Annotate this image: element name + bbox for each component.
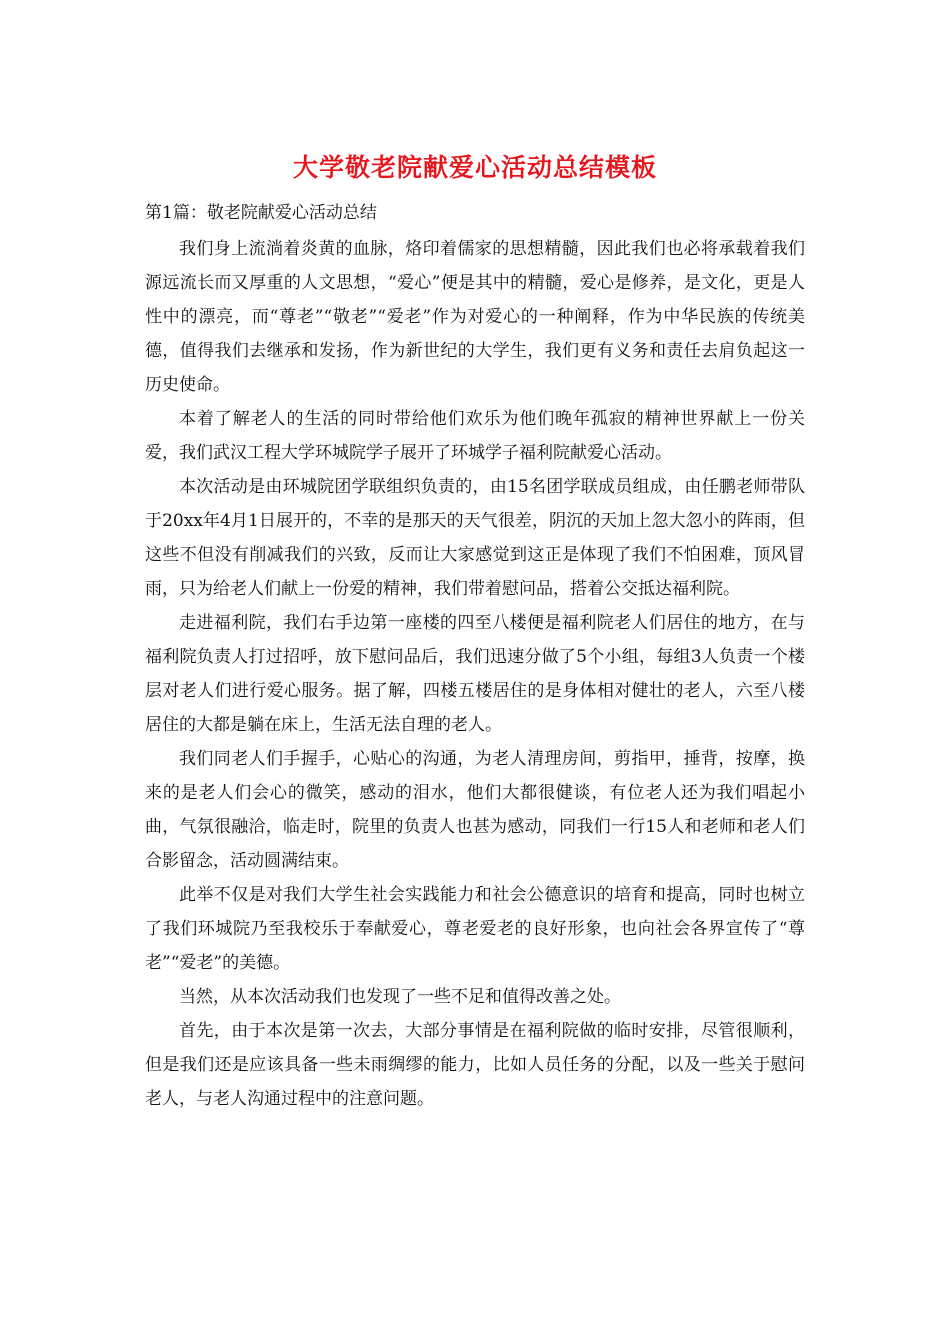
paragraph-4: 走进福利院，我们右手边第一座楼的四至八楼便是福利院老人们居住的地方，在与福利院负责人打过招呼，放下慰问品后，我们迅速分做了5个小组，每组3人负责一个楼层对老人们进行爱心服务。据了解，四楼五楼居住的是身体相对健壮的老人，六至八楼居住的大都是躺在床上，生活无法自理的老人。 bbox=[145, 613, 805, 735]
document-body bbox=[145, 232, 805, 1116]
paragraph-7: 当然，从本次活动我们也发现了一些不足和值得改善之处。 bbox=[179, 987, 621, 1007]
paragraph-5: 我们同老人们手握手，心贴心的沟通，为老人清理房间，剪指甲，捶背，按摩，换来的是老人们会心的微笑，感动的泪水，他们大都很健谈，有位老人还为我们唱起小曲，气氛很融洽，临走时，院里的负责人也甚为感动，同我们一行15人和老师和老人们合影留念，活动圆满结束。 bbox=[145, 749, 805, 871]
paragraph-2: 本着了解老人的生活的同时带给他们欢乐为他们晚年孤寂的精神世界献上一份关爱，我们武汉工程大学环城院学子展开了环城学子福利院献爱心活动。 bbox=[145, 409, 805, 463]
paragraph-6: 此举不仅是对我们大学生社会实践能力和社会公德意识的培育和提高，同时也树立了我们环城院乃至我校乐于奉献爱心，尊老爱老的良好形象，也向社会各界宣传了“尊老”“爱老”的美德。 bbox=[145, 885, 805, 973]
paragraph-8: 首先，由于本次是第一次去，大部分事情是在福利院做的临时安排，尽管很顺利，但是我们还是应该具备一些未雨绸缪的能力，比如人员任务的分配，以及一些关于慰问老人，与老人沟通过程中的注意问题。 bbox=[145, 1021, 805, 1109]
section-heading: 第1篇：敬老院献爱心活动总结 bbox=[145, 203, 377, 223]
paragraph-3: 本次活动是由环城院团学联组织负责的，由15名团学联成员组成，由任鹏老师带队于20xx年4月1日展开的，不幸的是那天的天气很差，阴沉的天加上忽大忽小的阵雨，但这些不但没有削减我们的兴致，反而让大家感觉到这正是体现了我们不怕困难，顶风冒雨，只为给老人们献上一份爱的精神，我们带着慰问品，搭着公交抵达福利院。 bbox=[145, 477, 805, 599]
document-title: 大学敬老院献爱心活动总结模板 bbox=[292, 153, 657, 182]
paragraph-1: 我们身上流淌着炎黄的血脉，烙印着儒家的思想精髓，因此我们也必将承载着我们源远流长而又厚重的人文思想，“爱心”便是其中的精髓，爱心是修养，是文化，更是人性中的漂亮，而“尊老”“敬老”“爱老”作为对爱心的一种阐释，作为中华民族的传统美德，值得我们去继承和发扬，作为新世纪的大学生，我们更有义务和责任去肩负起这一历史使命。 bbox=[145, 239, 805, 395]
